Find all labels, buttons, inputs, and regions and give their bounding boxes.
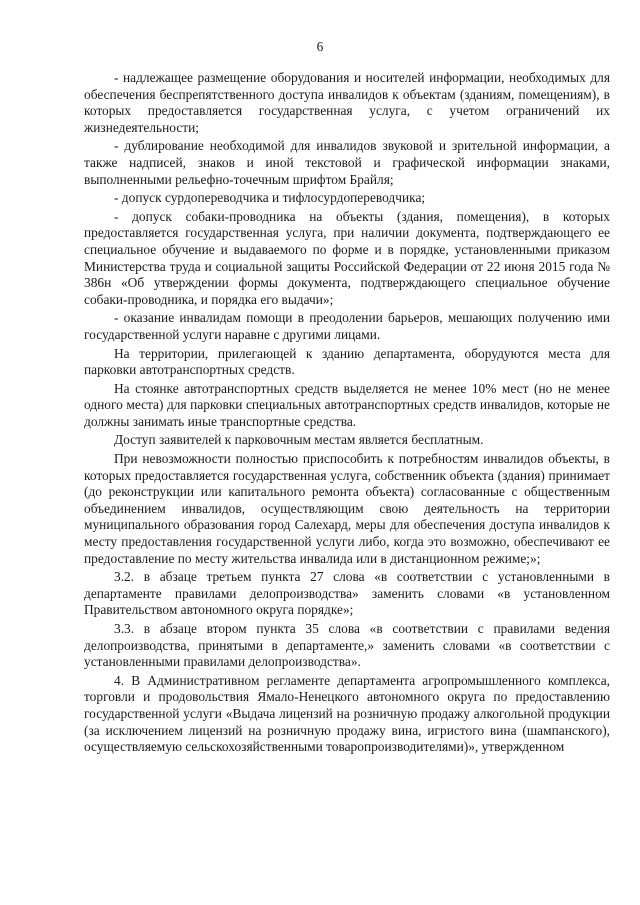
paragraph: На стоянке автотранспортных средств выделяется не менее 10% мест (но не менее одного места) для парковки специальных автотранспортных средств инвалидов, которые не должны занимать иные транспортные средства. — [84, 380, 610, 429]
paragraph: - допуск сурдопереводчика и тифлосурдопереводчика; — [114, 190, 426, 206]
paragraph: - допуск собаки-проводника на объекты (здания, помещения), в которых предоставляется государственная услуга, при наличии документа, подтверждающего ее специальное обучение и выдаваемого по форме и в порядке, установленными приказом Министерства труда и социальной защиты Российской Федерации от 22 июня 2015 года № 386н «Об утверждении формы документа, подтверждающего специальное обучение собаки-проводника, и порядка его выдачи»; — [84, 208, 610, 307]
paragraph: 3.3. в абзаце втором пункта 35 слова «в соответствии с правилами ведения делопроизводства, принятыми в департаменте,» заменить словами «в соответствии с установленными правилами делопроизводства». — [84, 621, 610, 670]
paragraph: Доступ заявителей к парковочным местам является бесплатным. — [114, 432, 484, 448]
paragraph: - надлежащее размещение оборудования и носителей информации, необходимых для обеспечения беспрепятственного доступа инвалидов к объектам (зданиям, помещениям), в которых предоставляется государственная услуга, с учетом ограничений их жизнедеятельности; — [84, 70, 610, 135]
paragraph: 3.2. в абзаце третьем пункта 27 слова «в соответствии с установленными в департаменте правилами делопроизводства» заменить словами «в установленном Правительством автономного округа порядке»; — [84, 569, 610, 618]
paragraph: 4. В Административном регламенте департамента агропромышленного комплекса, торговли и продовольствия Ямало-Ненецкого автономного округа по предоставлению государственной услуги «Выдача лицензий на розничную продажу алкогольной продукции (за исключением лицензий на розничную продажу вина, игристого вина (шампанского), осуществляемую сельскохозяйственными товаропроизводителями)», утвержденном — [84, 672, 610, 755]
paragraph: - дублирование необходимой для инвалидов звуковой и зрительной информации, а также надписей, знаков и иной текстовой и графической информации знаками, выполненными рельефно-точечным шрифтом Брайля; — [84, 138, 610, 187]
paragraph: При невозможности полностью приспособить к потребностям инвалидов объекты, в которых предоставляется государственная услуга, собственник объекта (здания) принимает (до реконструкции или капитального ремонта объекта) согласованные с общественным объединением инвалидов, осуществляющим свою деятельность на территории муниципального образования город Салехард, меры для обеспечения доступа инвалидов к месту предоставления государственной услуги либо, когда это возможно, обеспечивают ее предоставление по месту жительства инвалида или в дистанционном режиме;»; — [84, 451, 610, 566]
document-body — [84, 70, 610, 758]
page-number: 6 — [316, 39, 324, 54]
paragraph: На территории, прилегающей к зданию департамента, оборудуются места для парковки автотранспортных средств. — [84, 345, 610, 378]
paragraph: - оказание инвалидам помощи в преодолении барьеров, мешающих получению ими государственной услуги наравне с другими лицами. — [84, 310, 610, 342]
